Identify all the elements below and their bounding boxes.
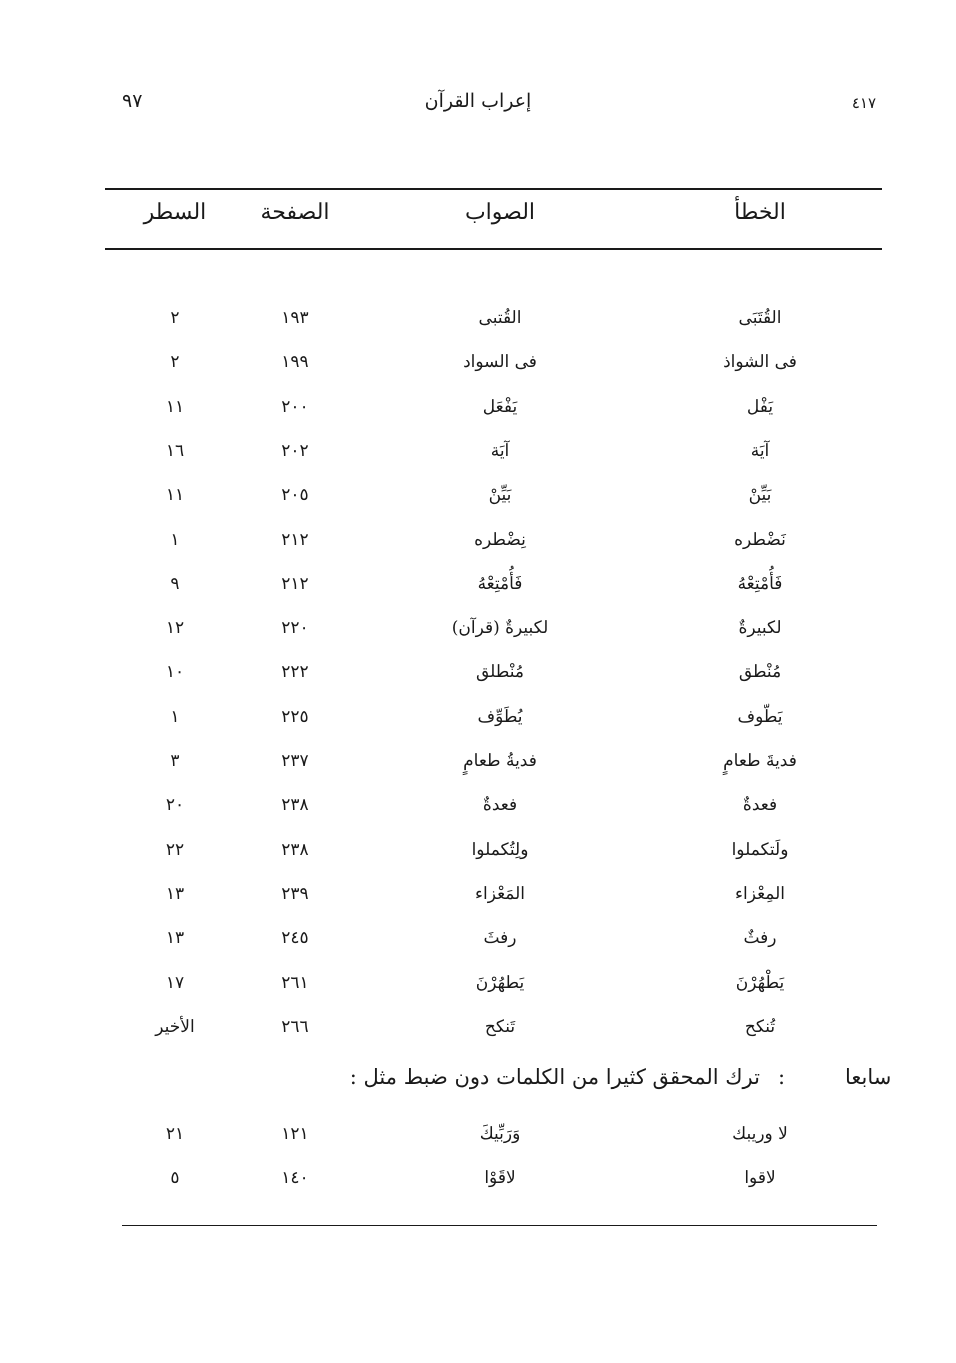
line-cell: ٣ [170,751,180,771]
wrong-cell: يَطّوف [737,706,783,727]
correct-cell: نِضْطره [474,529,526,550]
page-number: ٩٧ [122,90,143,112]
line-cell: ١٣ [165,883,185,904]
line-cell: ١ [170,706,180,727]
correct-cell: فعدةٌ [482,795,518,816]
wrong-cell: المِعْزاء [734,883,786,904]
table-header-rule [105,248,882,250]
correct-cell: يَطهُرْنَ [475,972,525,993]
page-cell: ٢٠٠ [281,396,309,417]
wrong-cell: بَيِّنْ [748,485,772,506]
wrong-cell: لاقوا [744,1168,776,1188]
page-cell: ١٢١ [281,1124,309,1144]
correct-cell: لاقَوْا [484,1168,516,1188]
line-cell: ١٢ [165,618,185,639]
correct-cell: رفثَ [483,928,517,949]
line-cell: ٢١ [165,1124,185,1144]
wrong-cell: آيَة [750,440,770,461]
page-cell: ٢٦٦ [281,1016,309,1037]
line-cell: ٢ [170,352,180,373]
line-cell: ١٧ [165,972,185,993]
page-cell: ٢٣٩ [281,883,309,904]
line-cell: ٢٠ [165,795,185,816]
line-cell: ١٣ [165,928,185,949]
column-header-wrong: الخطأ [734,200,786,225]
wrong-cell: مُنْطق [738,662,782,683]
correct-cell: آيَة [490,440,510,461]
wrong-cell: يَطْهُرْنَ [735,972,785,993]
line-cell: ١٦ [165,440,185,461]
page-cell: ٢٢٥ [281,706,309,727]
wrong-cell: فَأُمْتِعْهُ [737,573,783,594]
page-cell: ٢٦١ [281,972,309,993]
wrong-cell: يَفْل [746,396,774,417]
line-cell: ١٠ [165,662,185,683]
wrong-cell: لا وريبك [732,1124,788,1144]
page-cell: ٢٣٧ [281,751,309,771]
correct-cell: القُتبى [478,308,522,328]
page-cell: ١٤٠ [281,1168,309,1188]
page-cell: ٢٠٢ [281,440,309,461]
page-cell: ١٩٩ [281,352,309,373]
correct-cell: وَرَبِّيكَ [479,1124,521,1144]
page-cell: ٢١٢ [281,529,309,550]
correct-cell: المَعْزاء [474,883,526,904]
page-cell: ١٩٣ [281,308,309,328]
correct-cell: مُنْطلق [476,662,524,683]
section-label: سابعا [845,1065,892,1089]
wrong-cell: فعدةٌ [742,795,778,816]
running-title: إعراب القرآن [424,90,532,112]
page-cell: ٢٤٥ [281,928,309,949]
wrong-cell: تُنكح [744,1016,776,1037]
correct-cell: فديةُ طعامٍ [463,751,537,771]
line-cell: ٩ [170,573,180,594]
correct-cell: ولِتُكملوا [471,839,529,860]
section-colon: : [778,1065,786,1089]
page-cell: ٢٢٠ [281,618,309,639]
correct-cell: يُطَوِّف [477,706,523,727]
wrong-cell: فديةَ طعامٍ [723,751,797,771]
page-cell: ٢٣٨ [281,839,309,860]
column-header-page: الصفحة [260,200,330,225]
line-cell: ٥ [170,1168,180,1188]
correct-cell: يَفْعَل [482,396,518,417]
page-cell: ٢١٢ [281,573,309,594]
bottom-rule [122,1225,877,1226]
wrong-cell: رفثٌ [743,928,777,949]
wrong-cell: نَضْطره [734,529,786,550]
column-header-line: السطر [143,200,207,225]
line-cell: ٢ [170,308,180,328]
line-cell: ١١ [165,485,185,506]
line-cell: ٢٢ [165,839,185,860]
section-text: ترك المحقق كثيرا من الكلمات دون ضبط مثل : [349,1065,760,1089]
correct-cell: تَنكح [484,1016,516,1037]
correct-cell: لكبيرةٌ (قرآن) [451,618,549,639]
correct-cell: فى السواد [463,352,537,373]
wrong-cell: القُتَبَى [738,308,782,328]
wrong-cell: لكبيرةٌ [738,618,782,639]
page-code: ٤١٧ [851,94,876,112]
line-cell: ١ [170,529,180,550]
page-cell: ٢٢٢ [281,662,309,683]
wrong-cell: فى الشواذ [723,352,797,373]
correct-cell: فَأُمْتِعْهُ [477,573,523,594]
wrong-cell: ولَتكملوا [731,839,789,860]
line-cell: ١١ [165,396,185,417]
correct-cell: بَيِّنْ [488,485,512,506]
column-header-right: الصواب [464,200,536,225]
line-cell: الأخير [155,1016,195,1037]
page-cell: ٢٣٨ [281,795,309,816]
table-top-rule [105,188,882,190]
page-cell: ٢٠٥ [281,485,309,506]
